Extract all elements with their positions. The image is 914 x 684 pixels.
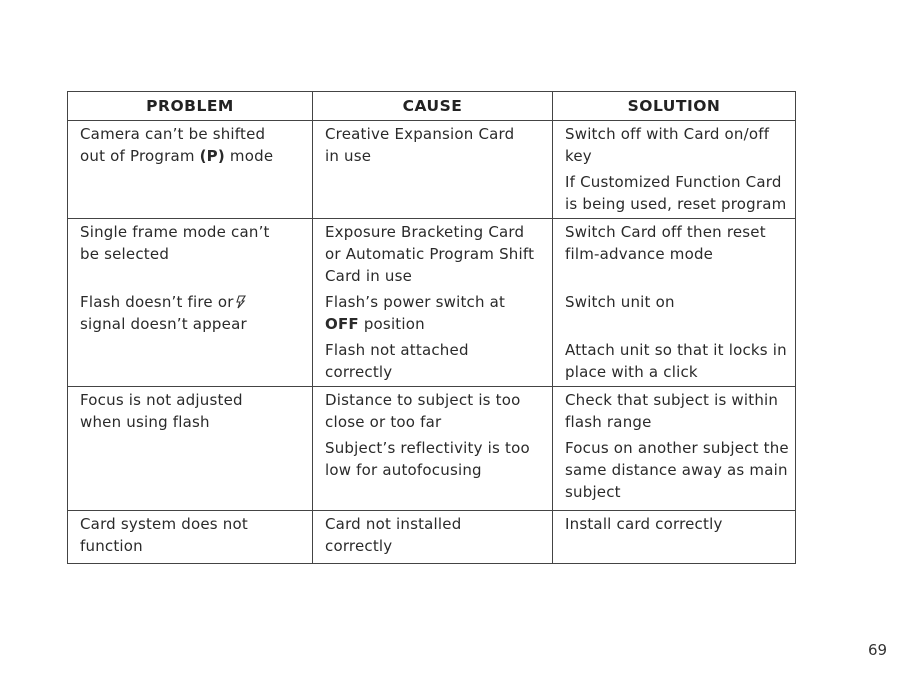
cause-cell: [313, 121, 553, 219]
table-row: [68, 387, 796, 511]
problem-cell: [68, 219, 313, 387]
cause-cell: [313, 219, 553, 387]
problem-cell: [68, 511, 313, 564]
solution-cell: [553, 387, 796, 511]
solution-text: Focus on another subject the same distance away as main subject: [565, 439, 789, 501]
solution-text: Switch Card off then reset film-advance mode: [565, 223, 766, 263]
solution-text: Attach unit so that it locks in place with a click: [565, 341, 787, 381]
problem-text: Flash doesn’t fire or signal doesn’t appear: [80, 293, 247, 333]
cause-cell: [313, 511, 553, 564]
problem-text: Focus is not adjusted when using flash: [80, 391, 243, 431]
problem-text: Single frame mode can’t be selected: [80, 223, 270, 263]
cause-text: Card not installed correctly: [325, 515, 462, 555]
cause-text: Creative Expansion Card in use: [325, 125, 515, 165]
solution-cell: [553, 219, 796, 387]
flash-ready-signal-icon: [236, 295, 246, 309]
cause-text: Subject’s reflectivity is too low for autofocusing: [325, 439, 530, 479]
problem-cell: [68, 387, 313, 511]
problem-text: Card system does not function: [80, 515, 248, 555]
cause-cell: [313, 387, 553, 511]
troubleshooting-table: [67, 91, 796, 564]
header-problem: PROBLEM: [68, 92, 313, 121]
cause-text: Distance to subject is too close or too far: [325, 391, 521, 431]
header-cause: CAUSE: [313, 92, 553, 121]
solution-cell: [553, 121, 796, 219]
page-number: 69: [868, 641, 888, 659]
problem-cell: [68, 121, 313, 219]
solution-text: Check that subject is within flash range: [565, 391, 779, 431]
table-row: [68, 511, 796, 564]
off-position-label: OFF: [325, 315, 359, 333]
problem-text: Camera can’t be shifted out of Program (P) mode: [80, 125, 274, 165]
cause-text: Exposure Bracketing Card or Automatic Program Shift Card in use: [325, 223, 535, 285]
solution-cell: [553, 511, 796, 564]
cause-text: Flash not attached correctly: [325, 341, 469, 381]
program-mode-label: (P): [199, 147, 225, 165]
solution-text: Switch unit on: [565, 293, 675, 311]
solution-text: Install card correctly: [565, 515, 723, 533]
table-row: [68, 219, 796, 387]
cause-text: Flash’s power switch at OFF position: [325, 293, 506, 333]
table-header-row: [68, 92, 796, 121]
solution-text: Switch off with Card on/off key: [565, 125, 770, 165]
header-solution: SOLUTION: [553, 92, 796, 121]
table-row: [68, 121, 796, 219]
solution-text: If Customized Function Card is being used, reset program: [565, 173, 787, 213]
